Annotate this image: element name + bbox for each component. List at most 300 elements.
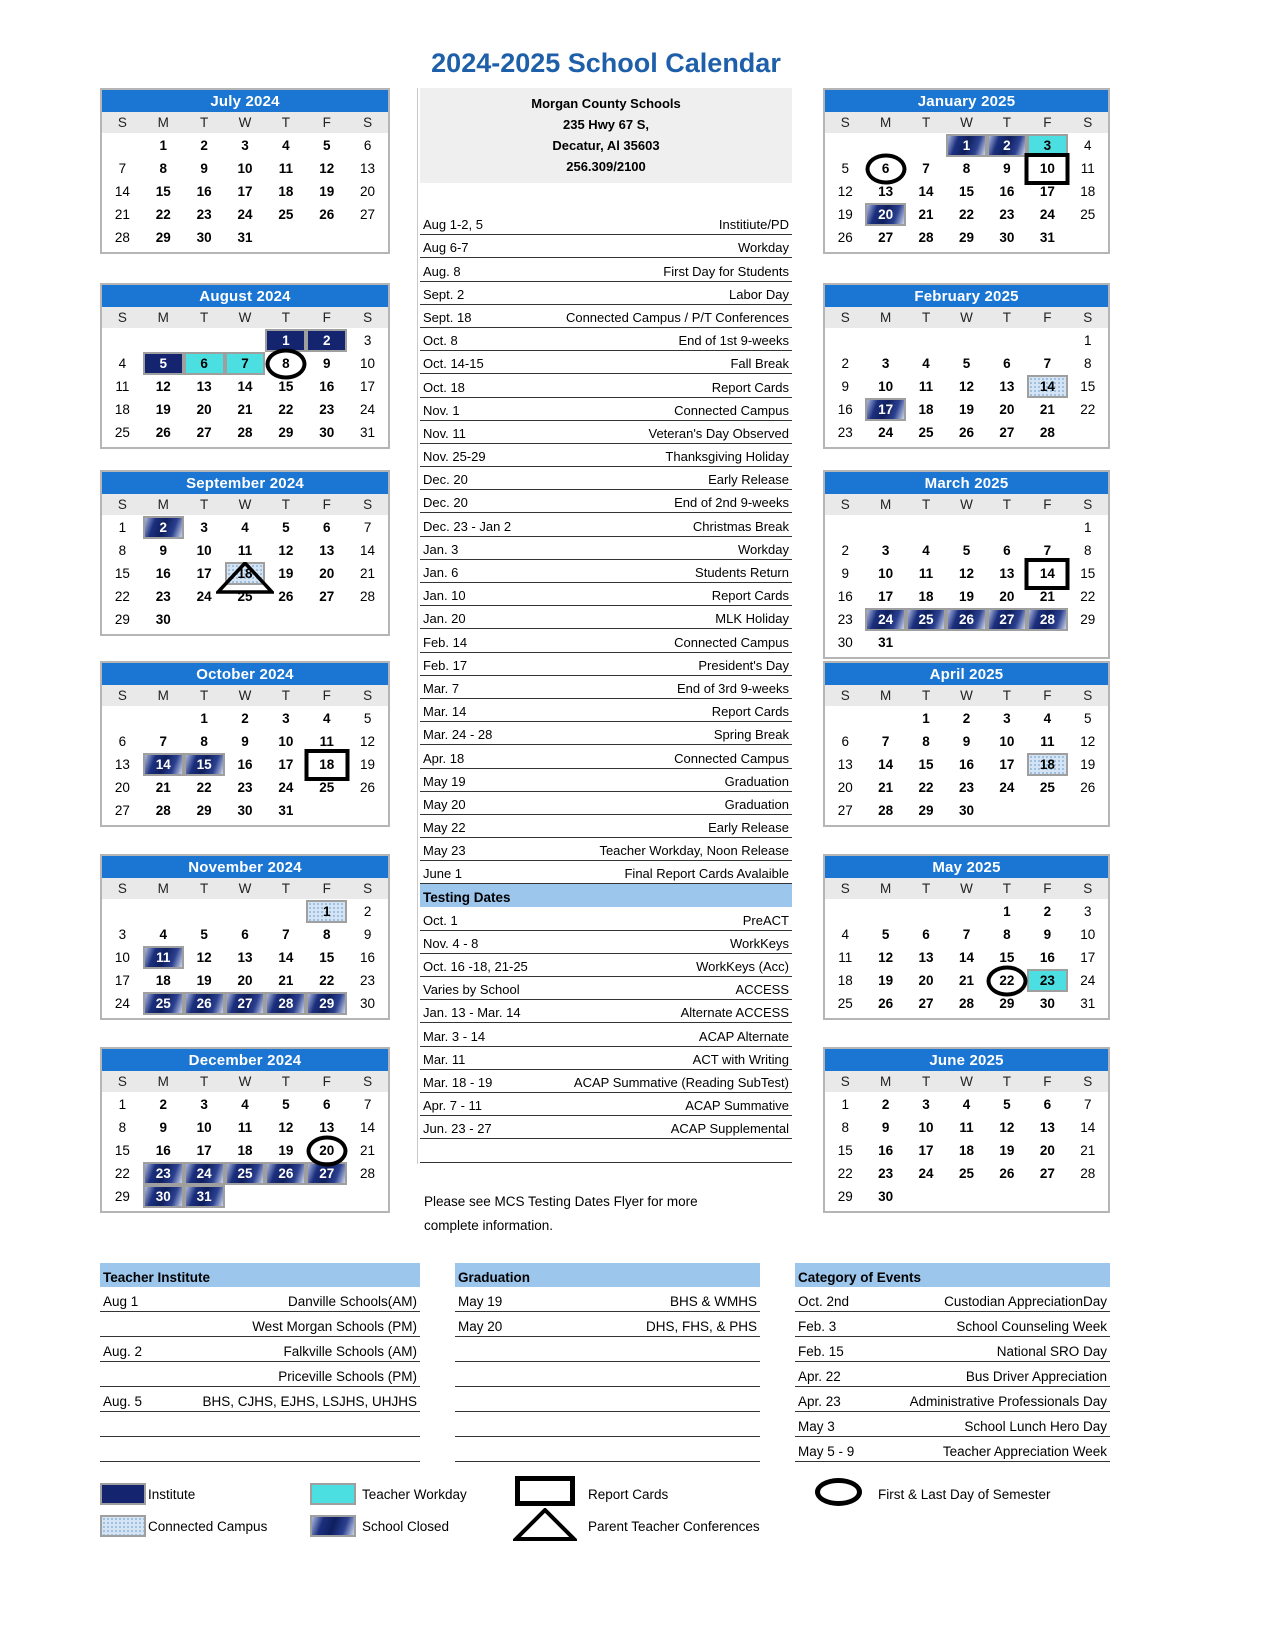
day-number: 23 [837,612,853,627]
row-event: Graduation [724,773,789,789]
day-number: 15 [155,184,171,199]
weekday-letter: S [363,688,373,703]
weekday-letter: W [960,310,973,325]
day-cell [306,375,347,398]
weekday-letter: S [1083,497,1093,512]
weekday-header-row [825,112,1108,133]
row-event: Connected Campus [674,634,789,650]
day-number: 16 [837,402,853,417]
day-cell [265,992,306,1015]
row-date: Mar. 7 [423,680,460,696]
day-cell [306,1093,347,1116]
weekday-header-row [825,307,1108,328]
day-number: 14 [278,950,294,965]
day-cell [102,776,143,799]
day-cell [184,398,225,421]
row-date: Apr. 22 [798,1369,841,1384]
row-event: ACT with Writing [692,1051,789,1067]
day-number: 13 [1039,1120,1055,1135]
row-event: Veteran's Day Observed [648,425,789,441]
day-cell [143,1139,184,1162]
weekday-letter: M [157,881,169,896]
day-cell [225,226,266,249]
row-event: Teacher Appreciation Week [942,1444,1107,1459]
day-number: 25 [1039,780,1055,795]
day-number: 4 [1043,711,1052,726]
day-cell [347,585,388,608]
day-number: 8 [1084,543,1092,558]
day-cell [102,1139,143,1162]
day-cell [906,776,946,799]
day-number: 18 [958,1143,974,1158]
day-number: 10 [999,734,1015,749]
day-cell [906,900,946,923]
table-row [420,1116,792,1139]
day-cell [1027,1162,1067,1185]
day-cell [865,631,905,654]
day-cell [265,203,306,226]
day-cell [347,1139,388,1162]
weekday-letter: F [322,688,331,703]
testing-dates-header: Testing Dates [420,884,792,907]
day-cell [946,1116,986,1139]
weekday-letter: S [117,497,127,512]
month-title: January 2025 [825,90,1108,112]
day-cell [987,180,1027,203]
row-event: Connected Campus [674,402,789,418]
testing-note-line2: complete information. [424,1218,554,1233]
month-calendar [100,470,390,636]
row-event: Report Cards [711,588,789,604]
table-row [420,583,792,606]
weekday-letter: F [1043,497,1052,512]
teacher-workday-swatch-icon [310,1483,356,1505]
row-event: Spring Break [713,727,789,743]
day-number: 20 [878,207,894,222]
day-number: 11 [1040,734,1055,749]
day-cell [946,1185,986,1208]
day-number: 28 [958,996,974,1011]
day-number: 30 [155,612,171,627]
day-cell [225,900,266,923]
day-cell [1027,1139,1067,1162]
day-number: 30 [319,425,335,440]
table-row [100,1337,420,1362]
day-number: 28 [114,230,130,245]
teacher-institute-table [100,1263,420,1462]
day-cell [184,157,225,180]
weekday-letter: W [238,115,252,130]
row-date: Aug 1 [103,1294,139,1309]
day-number: 5 [881,927,890,942]
day-cell [265,398,306,421]
day-number: 22 [837,1166,853,1181]
weekday-letter: F [1043,688,1052,703]
day-cell [987,421,1027,444]
day-number: 30 [878,1189,894,1204]
day-number: 1 [118,520,127,535]
day-cell [987,1139,1027,1162]
day-number: 12 [155,379,171,394]
row-event: Alternate ACCESS [680,1005,789,1021]
day-cell [306,799,347,822]
day-number: 11 [115,379,130,394]
school-street: 235 Hwy 67 S, [563,117,649,132]
day-cell [987,1185,1027,1208]
day-number: 25 [1080,207,1096,222]
day-number: 24 [878,425,894,440]
day-number: 12 [1080,734,1096,749]
day-number: 12 [360,734,376,749]
day-cell [143,398,184,421]
day-number: 13 [918,950,934,965]
day-cell [1027,1185,1067,1208]
day-cell [946,753,986,776]
day-cell [946,900,986,923]
day-number: 5 [841,161,849,176]
day-cell [946,969,986,992]
day-number: 3 [118,927,127,942]
day-cell [946,157,986,180]
day-number: 4 [241,1097,249,1112]
row-event: First Day for Students [663,263,789,279]
day-cell [1027,730,1067,753]
day-cell [265,608,306,631]
day-cell [184,1116,225,1139]
day-number: 15 [196,757,212,772]
day-number: 17 [1039,184,1055,199]
row-date: Apr. 7 - 11 [423,1098,483,1114]
day-number: 24 [278,780,294,795]
day-cell [865,421,905,444]
table-row [420,258,792,281]
day-cell [102,1093,143,1116]
day-cell [265,134,306,157]
day-number: 14 [114,184,130,199]
day-cell [265,1185,306,1208]
table-row [420,1000,792,1023]
day-number: 10 [1039,161,1055,176]
table-row [420,212,792,235]
day-cell [865,329,905,352]
table-row [420,699,792,722]
day-number: 8 [922,734,930,749]
weekday-letter: F [1043,310,1052,325]
day-number: 25 [958,1166,974,1181]
key-dates-rows [420,212,792,884]
day-number: 27 [837,803,853,818]
day-cell [143,180,184,203]
legend-connected-label: Connected Campus [148,1519,268,1534]
weekday-letter: M [880,1074,892,1089]
day-number: 20 [114,780,130,795]
row-date: May 19 [423,773,466,789]
weekday-letter: W [238,881,252,896]
day-cell [825,226,865,249]
month-calendar [100,661,390,827]
day-number: 29 [958,230,974,245]
day-cell [347,352,388,375]
day-number: 29 [278,425,294,440]
row-event: Connected Campus [674,750,789,766]
row-event: Christmas Break [692,518,789,534]
row-event: Thanksgiving Holiday [665,449,789,465]
day-cell [946,1093,986,1116]
day-cell [825,946,865,969]
day-number: 19 [878,973,894,988]
day-number: 17 [237,184,253,199]
report-cards-box-icon [304,749,349,781]
day-cell [946,562,986,585]
day-cell [865,1116,905,1139]
row-date: Mar. 11 [423,1051,466,1067]
day-cell [1068,776,1108,799]
day-cell [1027,226,1067,249]
day-number: 22 [918,780,934,795]
month-title: October 2024 [102,663,388,685]
day-number: 16 [237,757,253,772]
day-number: 2 [159,520,168,535]
day-cell [225,799,266,822]
day-cell [306,352,347,375]
day-cell [306,946,347,969]
day-number: 2 [881,1097,890,1112]
day-cell [987,398,1027,421]
day-number: 14 [155,757,171,772]
weekday-letter: S [840,1074,850,1089]
day-cell [1027,707,1067,730]
day-number: 11 [1080,161,1095,176]
day-cell [306,421,347,444]
day-cell [1068,753,1108,776]
report-cards-box-icon [1025,153,1070,185]
day-cell [987,329,1027,352]
row-event: Report Cards [711,379,789,395]
day-cell [225,1162,266,1185]
day-cell [225,157,266,180]
day-cell [143,375,184,398]
row-date: May 23 [423,843,466,859]
day-number: 25 [319,780,335,795]
semester-oval-icon [306,1135,347,1166]
day-cell [1068,730,1108,753]
day-cell [225,1093,266,1116]
day-number: 7 [241,356,249,371]
day-cell [265,421,306,444]
day-number: 27 [319,1166,335,1181]
row-event: End of 3rd 9-weeks [676,680,789,696]
legend-workday-label: Teacher Workday [362,1487,467,1502]
testing-dates-rows [420,907,792,1139]
day-number: 17 [360,379,376,394]
day-number: 3 [1003,711,1011,726]
day-cell [347,226,388,249]
day-number: 17 [999,757,1015,772]
day-number: 8 [159,161,168,176]
day-number: 9 [841,379,849,394]
row-date: Dec. 20 [423,495,468,511]
weekday-letter: T [1002,115,1012,130]
day-number: 19 [360,757,376,772]
day-cell [987,375,1027,398]
table-row [795,1337,1110,1362]
day-cell [184,608,225,631]
day-cell [306,1185,347,1208]
day-number: 4 [159,927,168,942]
day-cell [265,352,306,375]
day-number: 19 [278,1143,294,1158]
day-cell [347,608,388,631]
day-cell [906,992,946,1015]
day-cell [906,707,946,730]
table-row [420,513,792,536]
day-number: 31 [1039,230,1055,245]
day-number: 2 [159,1097,168,1112]
day-cell [825,562,865,585]
day-number: 7 [962,927,971,942]
day-cell [987,516,1027,539]
month-title: August 2024 [102,285,388,307]
weekday-letter: S [840,497,850,512]
day-number: 2 [200,138,208,153]
day-cell [825,203,865,226]
day-number: 18 [1080,184,1096,199]
day-cell [987,1162,1027,1185]
day-cell [865,1185,905,1208]
row-date: Jun. 23 - 27 [423,1121,492,1137]
weekday-letter: M [880,881,892,896]
testing-note [424,1190,698,1238]
day-cell [143,608,184,631]
day-cell [1068,1093,1108,1116]
day-number: 19 [958,589,974,604]
day-number: 25 [155,996,171,1011]
day-number: 18 [1039,757,1055,772]
day-cell [825,776,865,799]
day-number: 11 [237,1120,253,1135]
table-row [420,328,792,351]
weekday-letter: S [117,1074,127,1089]
day-number: 25 [237,1166,253,1181]
day-cell [1027,516,1067,539]
weekday-letter: W [238,497,252,512]
day-cell [865,923,905,946]
day-number: 10 [918,1120,934,1135]
table-row [420,745,792,768]
day-number: 16 [319,379,335,394]
column-divider-line [417,88,418,1164]
day-cell [143,329,184,352]
day-number: 14 [1039,566,1055,581]
day-number: 7 [1043,356,1052,371]
day-cell [102,1162,143,1185]
day-cell [1068,539,1108,562]
day-number: 24 [999,780,1015,795]
day-cell [1068,585,1108,608]
day-cell [865,753,905,776]
day-cell [1027,562,1067,585]
day-number: 4 [241,520,249,535]
day-number: 9 [1043,927,1052,942]
day-cell [1068,1139,1108,1162]
day-number: 6 [922,927,930,942]
day-number: 16 [1039,950,1055,965]
day-number: 16 [837,589,853,604]
day-cell [225,539,266,562]
day-number: 10 [878,566,894,581]
day-grid [102,515,388,634]
day-number: 12 [878,950,894,965]
day-cell [1068,157,1108,180]
day-number: 20 [999,589,1015,604]
day-number: 18 [837,973,853,988]
day-cell [946,134,986,157]
weekday-header-row [102,1071,388,1092]
day-cell [306,707,347,730]
weekday-letter: M [157,115,169,130]
day-number: 6 [363,138,372,153]
row-date: Varies by School [423,982,520,998]
day-number: 6 [200,356,208,371]
day-cell [184,516,225,539]
day-number: 4 [962,1097,971,1112]
day-number: 24 [1039,207,1055,222]
day-number: 17 [114,973,130,988]
day-cell [143,421,184,444]
weekday-letter: S [1083,881,1093,896]
weekday-letter: W [238,310,252,325]
day-number: 26 [278,589,294,604]
weekday-letter: S [363,881,373,896]
day-number: 6 [322,520,331,535]
day-number: 24 [878,612,894,627]
day-cell [184,1139,225,1162]
day-number: 2 [962,711,971,726]
day-number: 7 [1084,1097,1092,1112]
table-row [420,606,792,629]
row-date: Feb. 3 [798,1319,837,1334]
day-number: 13 [999,566,1015,581]
row-date: June 1 [423,866,463,882]
day-cell [865,946,905,969]
row-event: DHS, FHS, & PHS [645,1319,757,1334]
day-cell [906,157,946,180]
weekday-letter: T [281,115,290,130]
day-cell [825,1116,865,1139]
weekday-letter: T [281,881,290,896]
day-cell [306,226,347,249]
table-row [795,1362,1110,1387]
day-cell [265,180,306,203]
row-date: Sept. 18 [423,309,472,325]
day-number: 26 [196,996,212,1011]
day-cell [347,157,388,180]
row-event: Teacher Workday, Noon Release [599,843,789,859]
day-cell [865,585,905,608]
day-cell [906,730,946,753]
day-cell [987,1116,1027,1139]
weekday-letter: S [1083,310,1093,325]
table-row [420,815,792,838]
day-number: 23 [1039,973,1055,988]
weekday-header-row [102,494,388,515]
day-cell [865,375,905,398]
row-date: Feb. 14 [423,634,468,650]
day-number: 14 [1080,1120,1096,1135]
day-cell [865,398,905,421]
row-date: May 19 [458,1294,503,1309]
weekday-letter: T [921,1074,931,1089]
